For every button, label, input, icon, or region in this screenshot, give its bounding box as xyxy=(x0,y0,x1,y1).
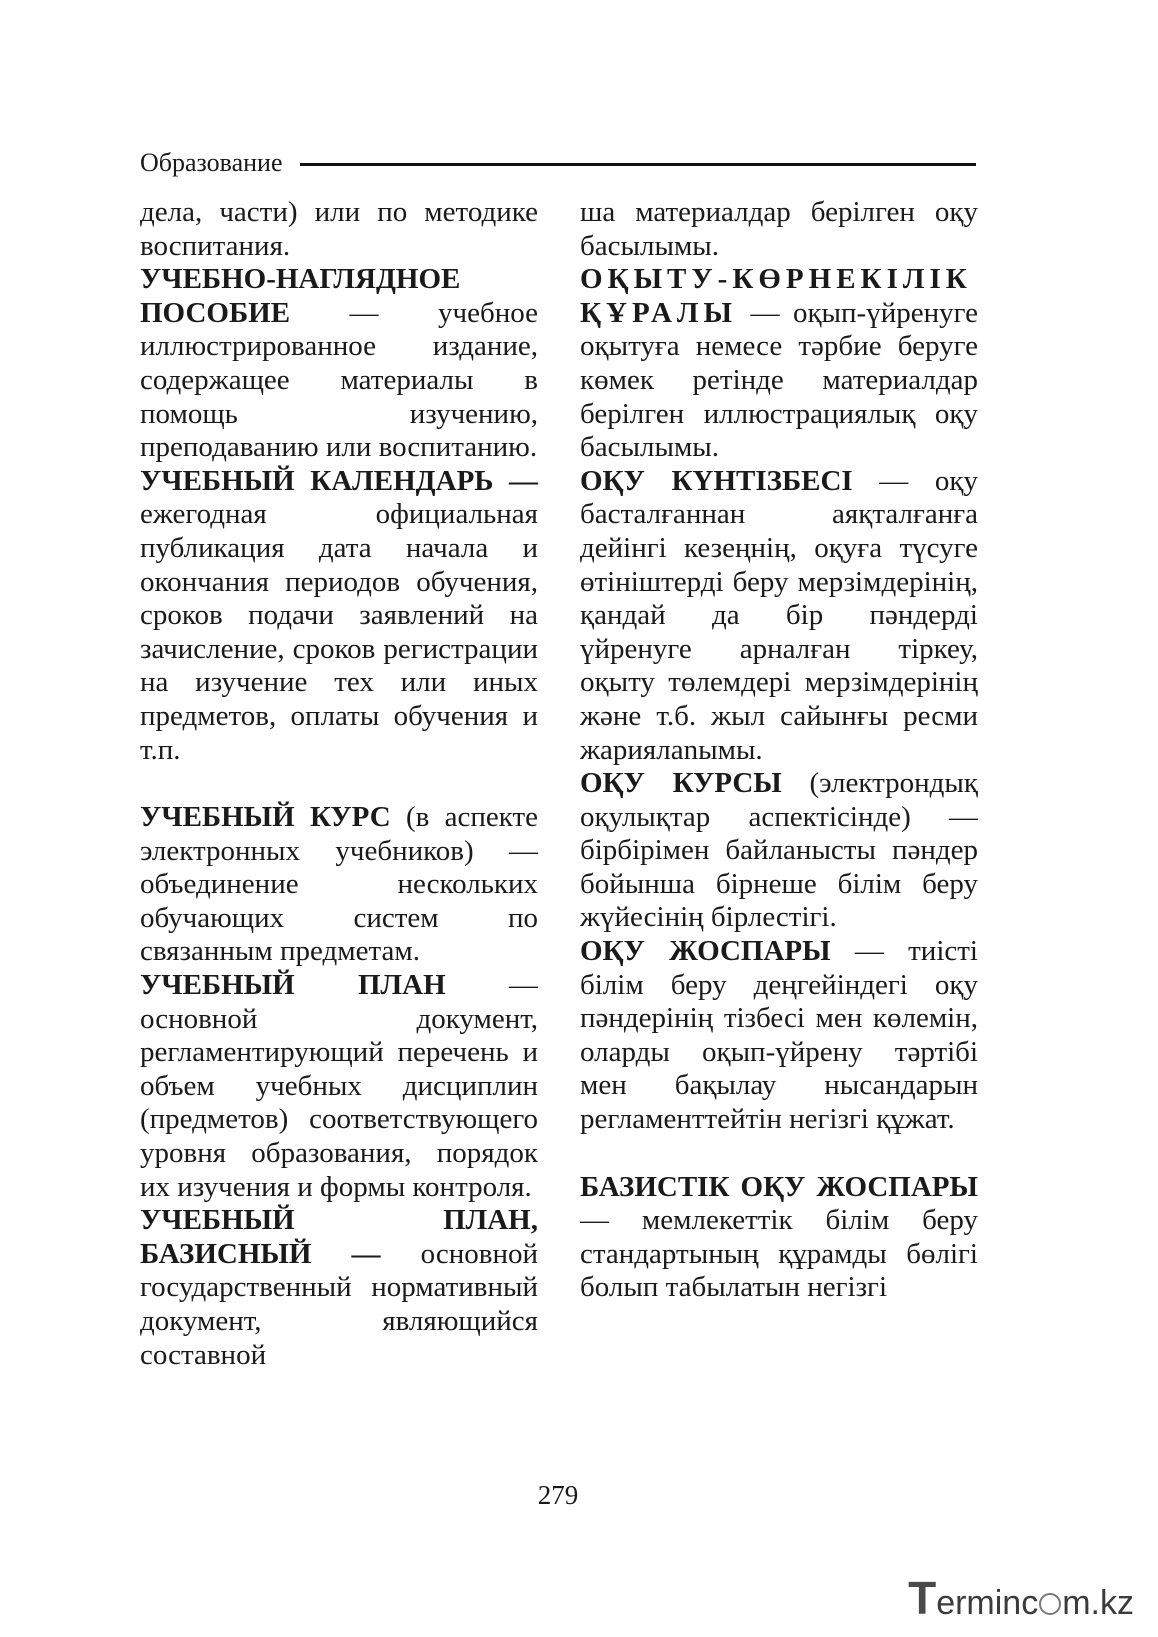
entry-definition: ежегодная официальная публикация дата начала и окончания периодов обучения, сроков подачи заявлений на зачисление, сроков регистрации на изучение тех или иных предметов, оплаты обучения и т.п. xyxy=(140,498,538,766)
entry-term: УЧЕБНЫЙ ПЛАН xyxy=(140,969,446,1002)
entry-term: УЧЕБНЫЙ ПЛАН, БАЗИСНЫЙ — xyxy=(140,1204,538,1270)
watermark-letter: T xyxy=(908,1572,937,1624)
page-number: 279 xyxy=(537,1480,579,1510)
entry-definition: — основной документ, регламентирующий перечень и объем учебных дисциплин (предметов) соответствующего уровня образования, порядок их изучения и формы контроля. xyxy=(140,969,538,1203)
entry-oku-kuntizbesi xyxy=(580,465,978,767)
entry-definition: — оқып-үйренуге оқытуға немесе тәрбие беруге көмек ретінде материалдар берілген иллюстрациялық оқу басылымы. xyxy=(580,296,978,464)
kazakh-column xyxy=(580,196,978,1305)
entry-definition: (в аспекте электронных учебников) — объединение нескольких обучающих систем по связанным предметам. xyxy=(140,801,538,968)
magnifier-icon xyxy=(1039,1593,1061,1615)
entry-term: ОҚЫТУ-КӨРНЕКІЛІК ҚҰРАЛЫ xyxy=(580,263,972,329)
entry-term: УЧЕБНЫЙ КУРС xyxy=(140,801,391,834)
watermark-text-end: m.kz xyxy=(1062,1584,1134,1622)
watermark-text-start: erminc xyxy=(936,1584,1039,1622)
entry-uchebnyi-plan xyxy=(140,969,538,1204)
entry-oku-zhospary xyxy=(580,935,978,1137)
entry-definition: основной государственный нормативный документ, являющийся составной xyxy=(140,1237,538,1371)
entry-term: УЧЕБНЫЙ КАЛЕНДАРЬ — xyxy=(140,464,538,497)
entry-term: ОҚУ ЖОСПАРЫ xyxy=(580,935,831,968)
entry-uchebno-naglyadnoe-posobie xyxy=(140,263,538,465)
entry-definition: — оқу басталғаннан аяқталғанға дейінгі кезеңнің, оқуға түсуге өтініштерді беру мерзімдерінің, қандай да бір пәндерді үйренуге арналған тіркеу, оқыту төлемдері мерзімдерінің және т.б. жыл сайынғы ресми жариялanымы. xyxy=(580,464,978,766)
entry-term: ОҚУ КҮНТІЗБЕСІ xyxy=(580,464,853,497)
section-title: Образование xyxy=(140,148,283,177)
entry-uchebnyi-plan-bazisnyi xyxy=(140,1204,538,1372)
entry-continuation xyxy=(140,196,538,263)
header-rule xyxy=(300,163,976,166)
entry-uchebnyi-kalendar xyxy=(140,465,538,767)
entry-definition: дела, части) или по методике воспитания. xyxy=(140,196,538,262)
entry-continuation xyxy=(580,196,978,263)
russian-column xyxy=(140,196,538,1372)
terminkom-watermark-logo xyxy=(908,1571,1134,1625)
entry-oku-kursy xyxy=(580,767,978,935)
entry-term: ОҚУ КУРСЫ xyxy=(580,767,782,800)
entry-term: БАЗИСТІК ОҚУ ЖОСПАРЫ xyxy=(580,1170,978,1203)
entry-definition: — тиісті білім беру деңгейіндегі оқу пәндерінің тізбесі мен көлемін, оларды оқып-үйрену тәртібі мен бақылау нысандарын регламенттейтін негізгі құжат. xyxy=(580,935,978,1136)
entry-term: УЧЕБНО-НАГЛЯДНОЕ ПОСОБИЕ xyxy=(140,263,461,329)
entry-definition: ша материалдар берілген оқу басылымы. xyxy=(580,196,978,262)
entry-uchebnyi-kurs xyxy=(140,801,538,969)
running-header xyxy=(140,146,976,186)
entry-bazistik-oku-zhospary xyxy=(580,1171,978,1305)
entry-definition: (электрондық оқулықтар аспектісінде) — бірбірімен байланысты пәндер бойынша бірнеше білім беру жүйесінің бірлестігі. xyxy=(580,767,978,934)
entry-okytu-kornekilik-kuraly xyxy=(580,263,978,465)
entry-definition: — учебное иллюстрированное издание, содержащее материалы в помощь изучению, преподаванию или воспитанию. xyxy=(140,296,538,464)
entry-definition: — мемлекеттік білім беру стандартының құрамды бөлігі болып табылатын негізгі xyxy=(580,1204,978,1304)
